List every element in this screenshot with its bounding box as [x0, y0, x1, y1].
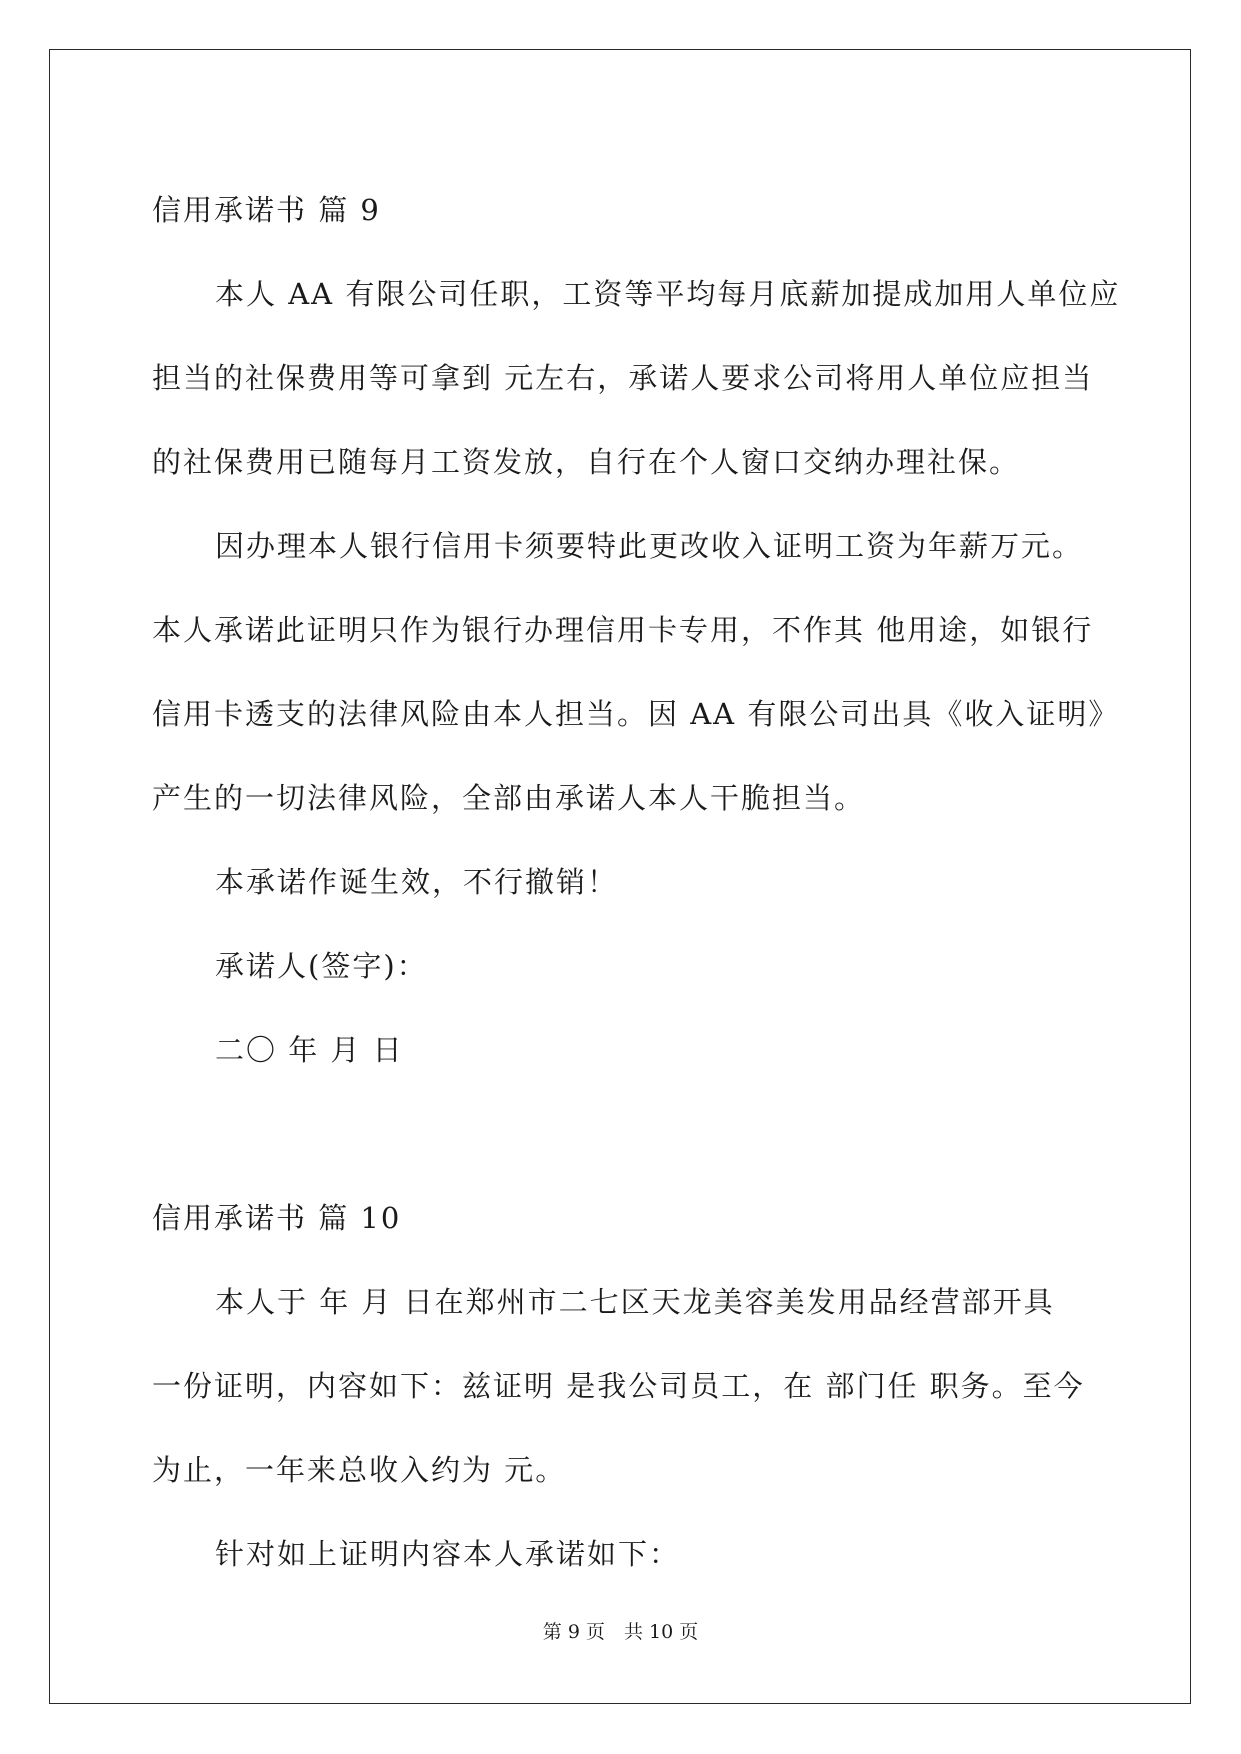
paragraph-line: 本承诺作诞生效，不行撤销！: [215, 865, 619, 899]
page-footer: 第 9 页 共 10 页: [542, 1621, 699, 1643]
blank-line: [152, 1092, 1092, 1176]
signature-line: 承诺人(签字)：: [215, 949, 428, 983]
paragraph-line: 本人于 年 月 日在郑州市二七区天龙美容美发用品经营部开具: [215, 1285, 1055, 1319]
paragraph-line: 信用卡透支的法律风险由本人担当。因 AA 有限公司出具《收入证明》: [152, 697, 1120, 731]
paragraph-line: 为止，一年来总收入约为 元。: [152, 1453, 567, 1487]
section-title-9: 信用承诺书 篇 9: [152, 193, 381, 227]
document-body: [152, 168, 1121, 1596]
paragraph-line: 针对如上证明内容本人承诺如下：: [215, 1537, 681, 1571]
section-title-10: 信用承诺书 篇 10: [152, 1201, 402, 1235]
paragraph-line: 本人 AA 有限公司任职，工资等平均每月底薪加提成加用人单位应: [215, 277, 1121, 311]
paragraph-line: 产生的一切法律风险，全部由承诺人本人干脆担当。: [152, 781, 866, 815]
paragraph-line: 因办理本人银行信用卡须要特此更改收入证明工资为年薪万元。: [215, 529, 1084, 563]
paragraph-line: 一份证明，内容如下：兹证明 是我公司员工，在 部门任 职务。至今: [152, 1369, 1085, 1403]
paragraph-line: 的社保费用已随每月工资发放，自行在个人窗口交纳办理社保。: [152, 445, 1021, 479]
paragraph-line: 担当的社保费用等可拿到 元左右，承诺人要求公司将用人单位应担当: [152, 361, 1094, 395]
paragraph-line: 本人承诺此证明只作为银行办理信用卡专用，不作其 他用途，如银行: [152, 613, 1094, 647]
date-line: 二〇 年 月 日: [215, 1033, 404, 1067]
